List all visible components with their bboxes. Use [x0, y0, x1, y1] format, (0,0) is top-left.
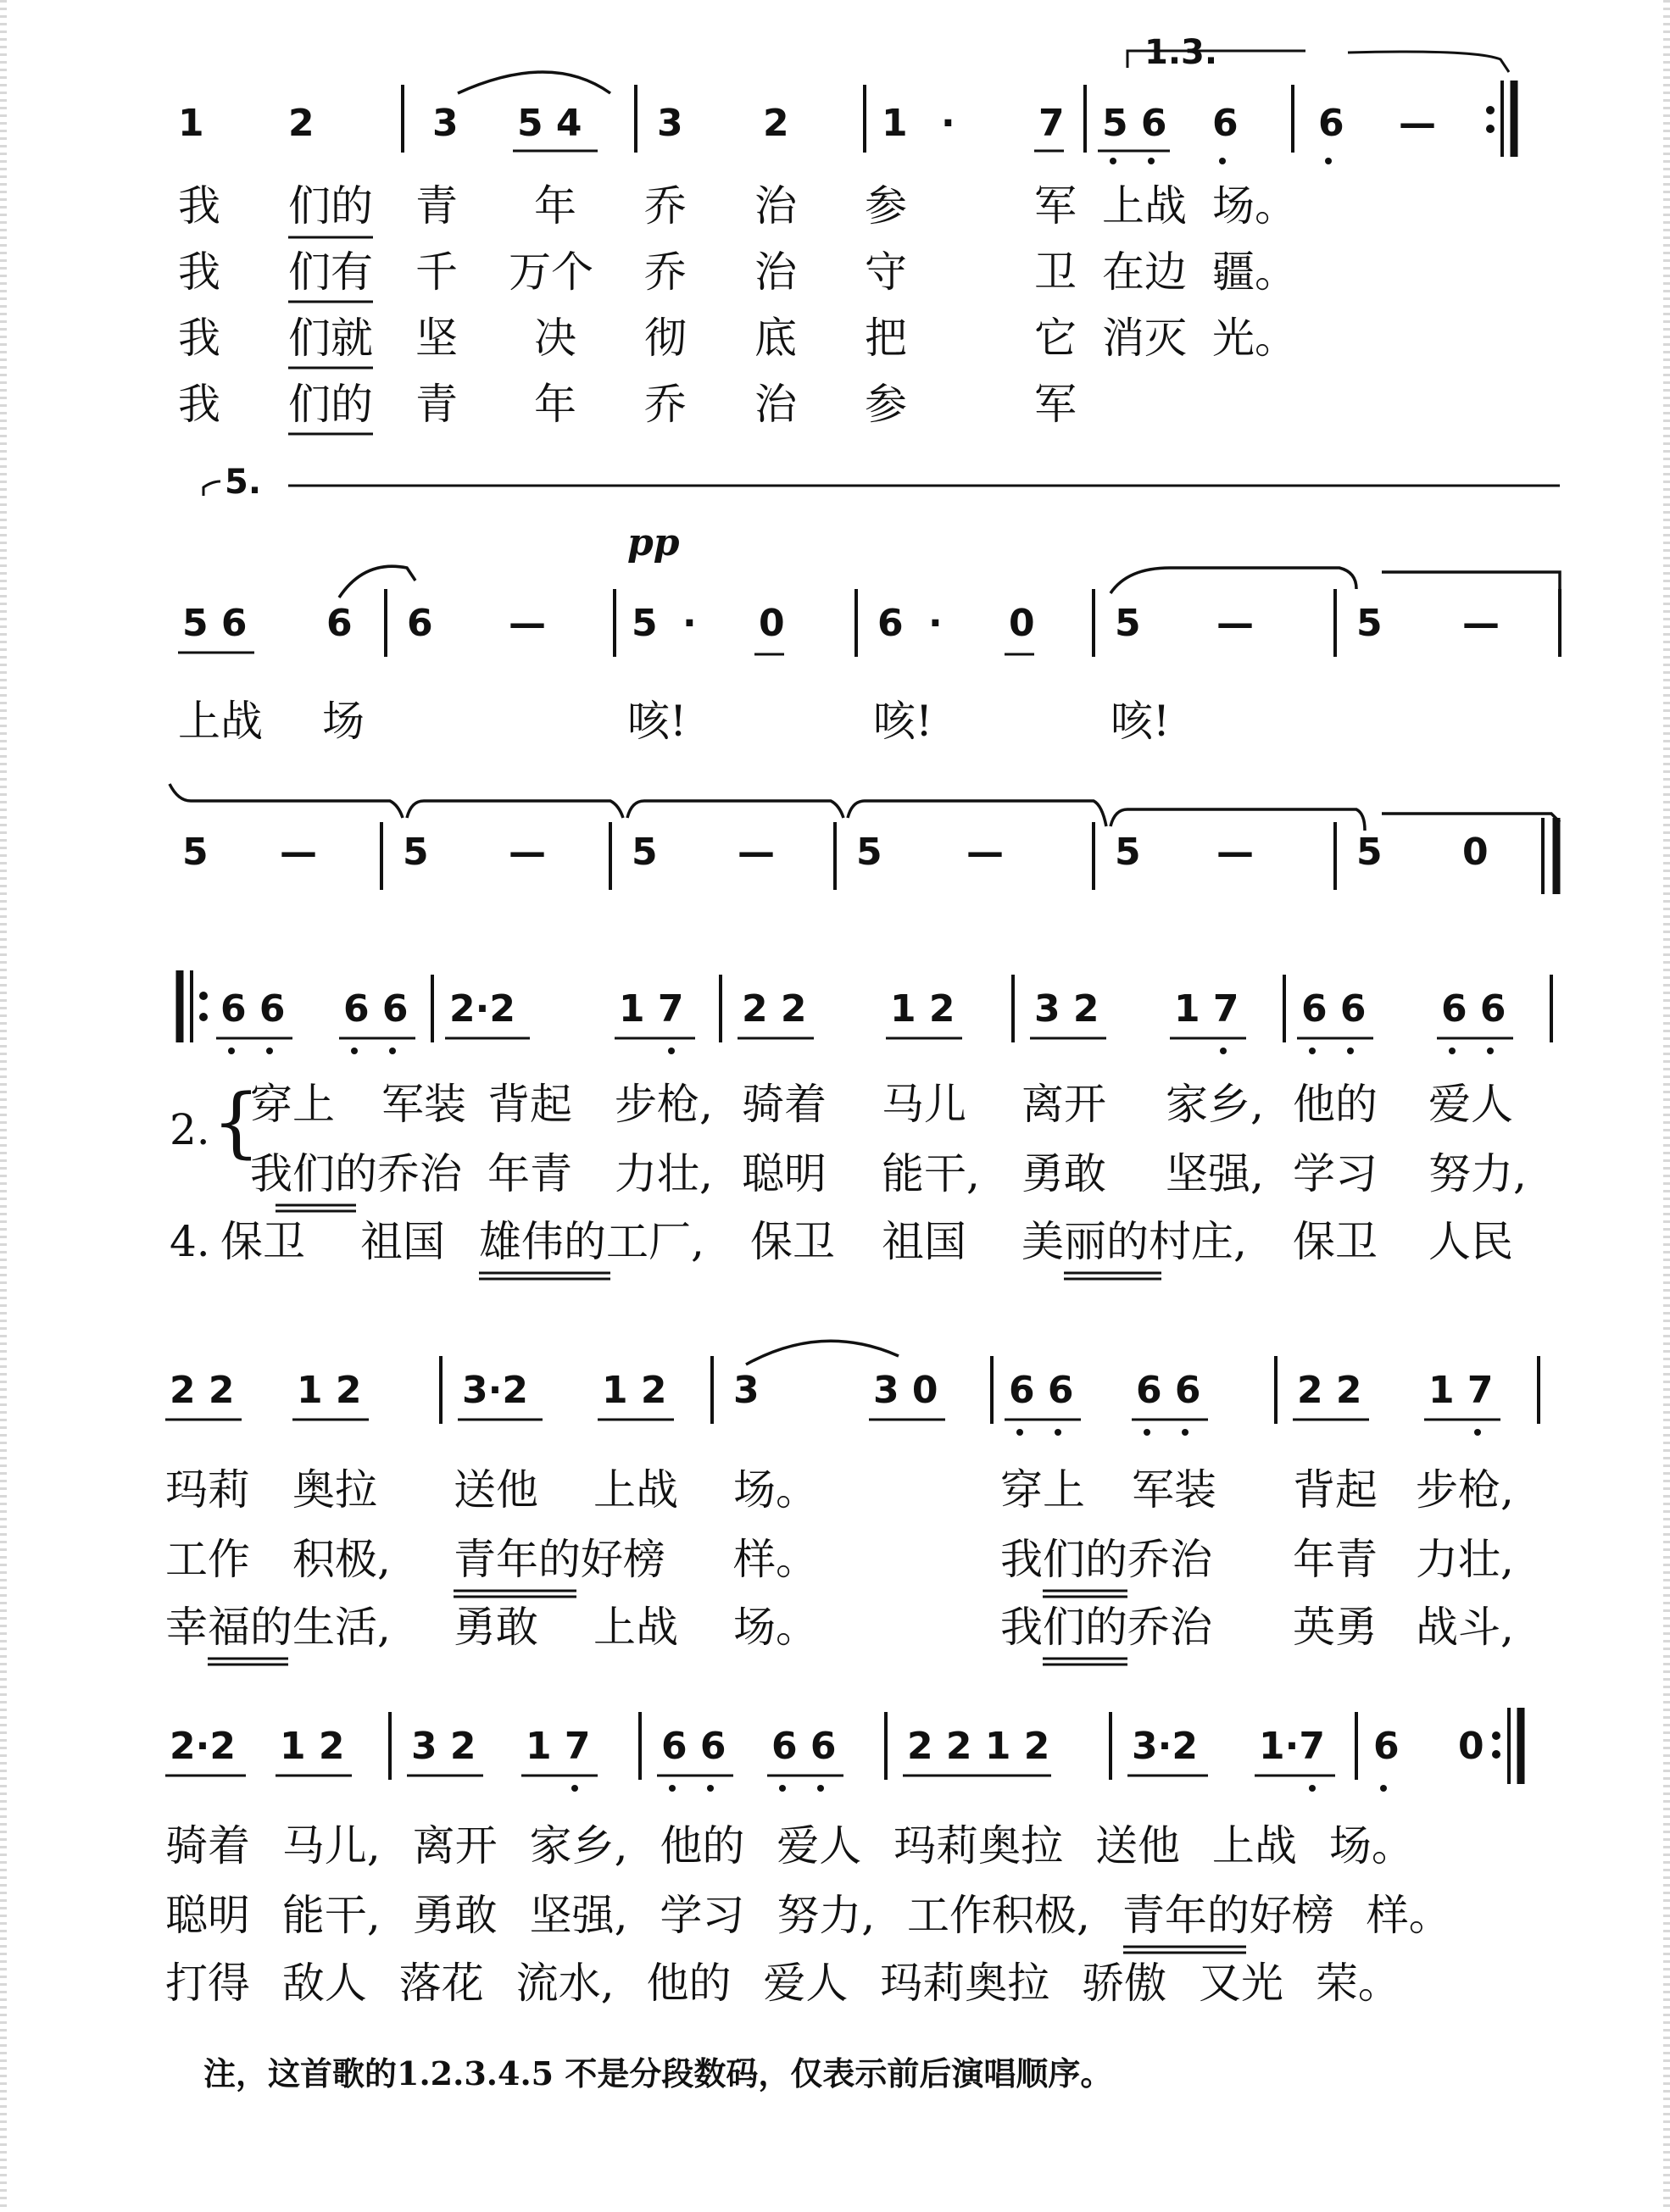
lyric: 守 — [865, 247, 907, 297]
low-dot — [1148, 158, 1155, 164]
lyric: 背起 — [1293, 1465, 1378, 1514]
low-dot — [266, 1048, 273, 1054]
lyric: 他的 — [1293, 1080, 1378, 1129]
note: 6 — [326, 602, 353, 645]
note: 6 — [877, 602, 904, 645]
lyric: 在边 — [1102, 247, 1187, 297]
lyric: 力壮, — [1416, 1535, 1514, 1584]
tie — [746, 1341, 899, 1364]
lyric: 上战 — [178, 697, 263, 746]
lyric: 乔 — [644, 247, 687, 297]
note: 5 — [403, 831, 429, 874]
note: 2 2 — [1297, 1369, 1362, 1412]
lyric: 样。 — [733, 1535, 818, 1584]
tie — [1111, 568, 1356, 593]
verse-mark: 2. — [170, 1105, 210, 1154]
lyric: 背起 — [487, 1080, 572, 1129]
volta-5-label: 5. — [225, 463, 262, 502]
lyric: 咳! — [873, 697, 933, 746]
lyric: 努力, — [1428, 1149, 1527, 1198]
lyric: 我们的乔治 — [250, 1149, 462, 1198]
note: 1 7 — [619, 987, 684, 1031]
note: 7 — [1038, 102, 1065, 145]
note: 6 — [1212, 102, 1239, 145]
lyric: 疆。 — [1212, 247, 1297, 297]
line4-lyrics — [170, 1078, 1527, 1279]
note: 3 — [432, 102, 459, 145]
lyric: 场。 — [733, 1465, 818, 1514]
lyric: 彻 — [644, 314, 687, 363]
note: 2·2 — [449, 987, 515, 1031]
lyric: 卫 — [1034, 247, 1077, 297]
lyric: 聪明 — [742, 1149, 827, 1198]
note: 1 2 — [297, 1369, 362, 1412]
tie — [1382, 572, 1560, 589]
note: 3 0 — [873, 1369, 938, 1412]
lyric: 千 — [415, 247, 458, 297]
note: 2 — [288, 102, 315, 145]
low-dot — [389, 1048, 396, 1054]
lyric: 治 — [754, 380, 797, 429]
rest: 0 — [759, 602, 785, 645]
dash: — — [738, 831, 775, 874]
low-dot — [228, 1048, 235, 1054]
rest: 0 — [1458, 1725, 1484, 1768]
lyric: 离开 — [1021, 1080, 1106, 1129]
lyric: 保卫 — [750, 1217, 835, 1266]
lyric: 咳! — [1111, 697, 1171, 746]
note: 1 7 — [526, 1725, 591, 1768]
lyric: 上战 — [593, 1603, 678, 1652]
line1-notes — [178, 81, 1514, 164]
lyric: 们就 — [288, 314, 373, 363]
note: 6 6 — [1009, 1369, 1074, 1412]
line2-lyrics — [178, 697, 1170, 746]
lyric: 步枪, — [615, 1080, 713, 1129]
lyric: 万个 — [509, 247, 593, 297]
note: 2 2 — [170, 1369, 235, 1412]
rest: 0 — [1462, 831, 1489, 874]
low-dot — [1144, 1429, 1150, 1436]
lyric: 保卫 — [220, 1217, 305, 1266]
line3-ties — [170, 784, 1560, 831]
lyric: 消灭 — [1102, 314, 1187, 363]
lyric: 青 — [415, 181, 458, 231]
lyric: 参 — [865, 181, 907, 231]
lyric: 上战 — [593, 1465, 678, 1514]
lyric: 把 — [865, 314, 907, 363]
repeat-dot — [199, 992, 208, 1000]
lyric: 上战 — [1102, 181, 1187, 231]
lyric: 底 — [754, 314, 797, 363]
low-dot — [1474, 1429, 1481, 1436]
lyric: 勇敢 — [454, 1603, 538, 1652]
lyric: 决 — [534, 314, 576, 363]
score-svg — [153, 25, 1585, 2178]
low-dot — [1309, 1785, 1316, 1792]
low-dot — [1487, 1048, 1494, 1054]
low-dot — [1182, 1429, 1188, 1436]
note: 6 6 — [343, 987, 409, 1031]
lyric: 工作 — [165, 1535, 250, 1584]
low-dot — [1325, 158, 1332, 164]
lyric: 我 — [178, 314, 220, 363]
lyric: 保卫 — [1293, 1217, 1378, 1266]
lyric: 军 — [1034, 380, 1077, 429]
lyric: 能干, — [882, 1149, 980, 1198]
dot: · — [928, 602, 943, 645]
lyric: 乔 — [644, 181, 687, 231]
lyric: 们的 — [288, 380, 373, 429]
lyric: 军装 — [1132, 1465, 1216, 1514]
note: 2·2 — [170, 1725, 236, 1768]
lyric: 穿上 — [1000, 1465, 1085, 1514]
page-edge-left — [0, 0, 7, 2212]
lyric: 家乡, — [1166, 1080, 1264, 1129]
dash: — — [280, 831, 317, 874]
dash: — — [1216, 831, 1254, 874]
dash: — — [1216, 602, 1254, 645]
low-dot — [817, 1785, 824, 1792]
lyric: 英勇 — [1293, 1603, 1378, 1652]
volta-5 — [203, 463, 1560, 502]
note: 3 2 — [1034, 987, 1099, 1031]
line2-notes — [178, 589, 1560, 657]
note: 3 2 — [411, 1725, 476, 1768]
lyric: 我 — [178, 247, 220, 297]
low-dot — [1055, 1429, 1061, 1436]
lyric: 人民 — [1428, 1217, 1513, 1266]
note: 6 6 — [220, 987, 286, 1031]
lyric: 穿上 — [250, 1080, 335, 1129]
dot: · — [682, 602, 697, 645]
dash: — — [966, 831, 1004, 874]
low-dot — [1110, 158, 1116, 164]
lyric: 它 — [1034, 314, 1077, 363]
lyric: 送他 — [454, 1465, 538, 1514]
footnote: 注，这首歌的1.2.3.4.5 不是分段数码，仅表示前后演唱顺序。 — [203, 2054, 1113, 2093]
lyric: 坚强, — [1166, 1149, 1264, 1198]
dash: — — [1399, 102, 1436, 145]
dynamic-pp: pp — [627, 521, 680, 564]
low-dot — [1347, 1048, 1354, 1054]
note: 5 — [182, 831, 209, 874]
lyric: 积极, — [292, 1535, 391, 1584]
slur — [458, 72, 610, 93]
lyric: 学习 — [1293, 1149, 1378, 1198]
lyric: 勇敢 — [1021, 1149, 1106, 1198]
lyric: 坚 — [415, 314, 458, 363]
note: 5 — [1356, 831, 1383, 874]
lyric: 治 — [754, 247, 797, 297]
repeat-dot — [199, 1013, 208, 1021]
note: 5 — [632, 602, 658, 645]
note: 5 — [632, 831, 658, 874]
brace: { — [212, 1078, 261, 1167]
lyric: 年青 — [487, 1149, 572, 1198]
lyric-row: 聪明 能干, 勇敢 坚强, 学习 努力, 工作积极, 青年的好榜 样。 — [165, 1891, 1451, 1940]
note: 1·7 — [1259, 1725, 1325, 1768]
note: 2 2 1 2 — [907, 1725, 1050, 1768]
note: 6 6 — [1301, 987, 1367, 1031]
low-dot — [571, 1785, 578, 1792]
note: 5 4 — [517, 102, 582, 145]
lyric: 爱人 — [1428, 1080, 1513, 1129]
lyric: 奥拉 — [292, 1465, 377, 1514]
note: 3 — [733, 1369, 760, 1412]
lyric-row: 打得 敌人 落花 流水, 他的 爱人 玛莉奥拉 骄傲 又光 荣。 — [165, 1959, 1400, 2008]
note: 2 — [763, 102, 789, 145]
lyric: 战斗, — [1416, 1603, 1514, 1652]
lyric: 步枪, — [1416, 1465, 1514, 1514]
note: 6 — [1318, 102, 1344, 145]
low-dot — [707, 1785, 714, 1792]
dash: — — [509, 602, 546, 645]
dash: — — [1462, 602, 1500, 645]
note: 5 — [856, 831, 882, 874]
note: 6 6 — [1441, 987, 1506, 1031]
page-edge-right — [1663, 0, 1670, 2212]
note: 1 7 — [1428, 1369, 1494, 1412]
line6-notes — [165, 1708, 1521, 1792]
note: 5 6 — [182, 602, 248, 645]
lyric: 幸福的生活, — [165, 1603, 391, 1652]
lyric: 光。 — [1212, 314, 1297, 363]
note: 1 — [882, 102, 908, 145]
low-dot — [1219, 158, 1226, 164]
lyric: 青 — [415, 380, 458, 429]
volta-1-3-label: 1.3. — [1144, 33, 1218, 72]
lyric: 雄伟的工厂, — [479, 1217, 704, 1266]
dot: · — [941, 102, 955, 145]
line3-notes — [182, 818, 1556, 894]
dash: — — [509, 831, 546, 874]
low-dot — [779, 1785, 786, 1792]
low-dot — [669, 1785, 676, 1792]
lyric: 年 — [534, 181, 576, 231]
rest: 0 — [1009, 602, 1035, 645]
note: 5 — [1115, 831, 1141, 874]
note: 6 6 — [1136, 1369, 1201, 1412]
note: 3 — [657, 102, 683, 145]
note: 1 2 — [280, 1725, 345, 1768]
note: 3·2 — [462, 1369, 528, 1412]
note: 1 2 — [602, 1369, 667, 1412]
lyric: 年青 — [1293, 1535, 1378, 1584]
lyric: 马儿 — [882, 1080, 966, 1129]
line1-lyrics — [178, 181, 1297, 434]
lyric: 场 — [322, 697, 365, 746]
note: 5 6 — [1102, 102, 1167, 145]
lyric: 军装 — [381, 1080, 466, 1129]
lyric: 祖国 — [882, 1217, 966, 1266]
lyric: 我们的乔治 — [1000, 1535, 1212, 1584]
note: 2 2 — [742, 987, 807, 1031]
note: 1 7 — [1174, 987, 1239, 1031]
repeat-dot — [1492, 1750, 1500, 1759]
lyric: 们的 — [288, 181, 373, 231]
note: 5 — [1115, 602, 1141, 645]
note: 6 6 — [771, 1725, 837, 1768]
verse-mark: 4. — [170, 1217, 210, 1266]
line5-lyrics — [165, 1465, 1514, 1665]
note: 1 — [178, 102, 204, 145]
line5-notes — [165, 1356, 1539, 1436]
note: 6 — [1373, 1725, 1400, 1768]
lyric: 们有 — [288, 247, 373, 297]
tie — [339, 566, 415, 597]
note: 3·2 — [1132, 1725, 1198, 1768]
lyric: 场。 — [1212, 181, 1297, 231]
low-dot — [1309, 1048, 1316, 1054]
lyric: 力壮, — [615, 1149, 713, 1198]
note: 6 6 — [661, 1725, 726, 1768]
lyric: 乔 — [644, 380, 687, 429]
low-dot — [351, 1048, 358, 1054]
lyric: 我 — [178, 181, 220, 231]
line6-lyrics — [165, 1821, 1451, 2008]
line4-notes — [180, 970, 1551, 1054]
note: 1 2 — [890, 987, 955, 1031]
lyric: 参 — [865, 380, 907, 429]
score-page — [153, 25, 1585, 2178]
lyric: 年 — [534, 380, 576, 429]
note: 5 — [1356, 602, 1383, 645]
lyric: 青年的好榜 — [454, 1535, 665, 1584]
lyric: 治 — [754, 181, 797, 231]
lyric: 军 — [1034, 181, 1077, 231]
lyric: 咳! — [627, 697, 687, 746]
low-dot — [1380, 1785, 1387, 1792]
repeat-dot — [1486, 125, 1495, 133]
low-dot — [1220, 1048, 1227, 1054]
lyric: 场。 — [733, 1603, 818, 1652]
low-dot — [1449, 1048, 1456, 1054]
low-dot — [1016, 1429, 1023, 1436]
low-dot — [668, 1048, 675, 1054]
lyric: 玛莉 — [165, 1465, 250, 1514]
lyric: 我 — [178, 380, 220, 429]
lyric: 祖国 — [360, 1217, 445, 1266]
lyric-row: 骑着 马儿, 离开 家乡, 他的 爱人 玛莉奥拉 送他 上战 场。 — [165, 1821, 1414, 1870]
lyric: 骑着 — [742, 1080, 827, 1129]
repeat-dot — [1486, 106, 1495, 114]
lyric: 美丽的村庄, — [1021, 1217, 1247, 1266]
repeat-dot — [1492, 1731, 1500, 1740]
volta-1-3 — [1127, 33, 1509, 72]
lyric: 我们的乔治 — [1000, 1603, 1212, 1652]
note: 6 — [407, 602, 433, 645]
